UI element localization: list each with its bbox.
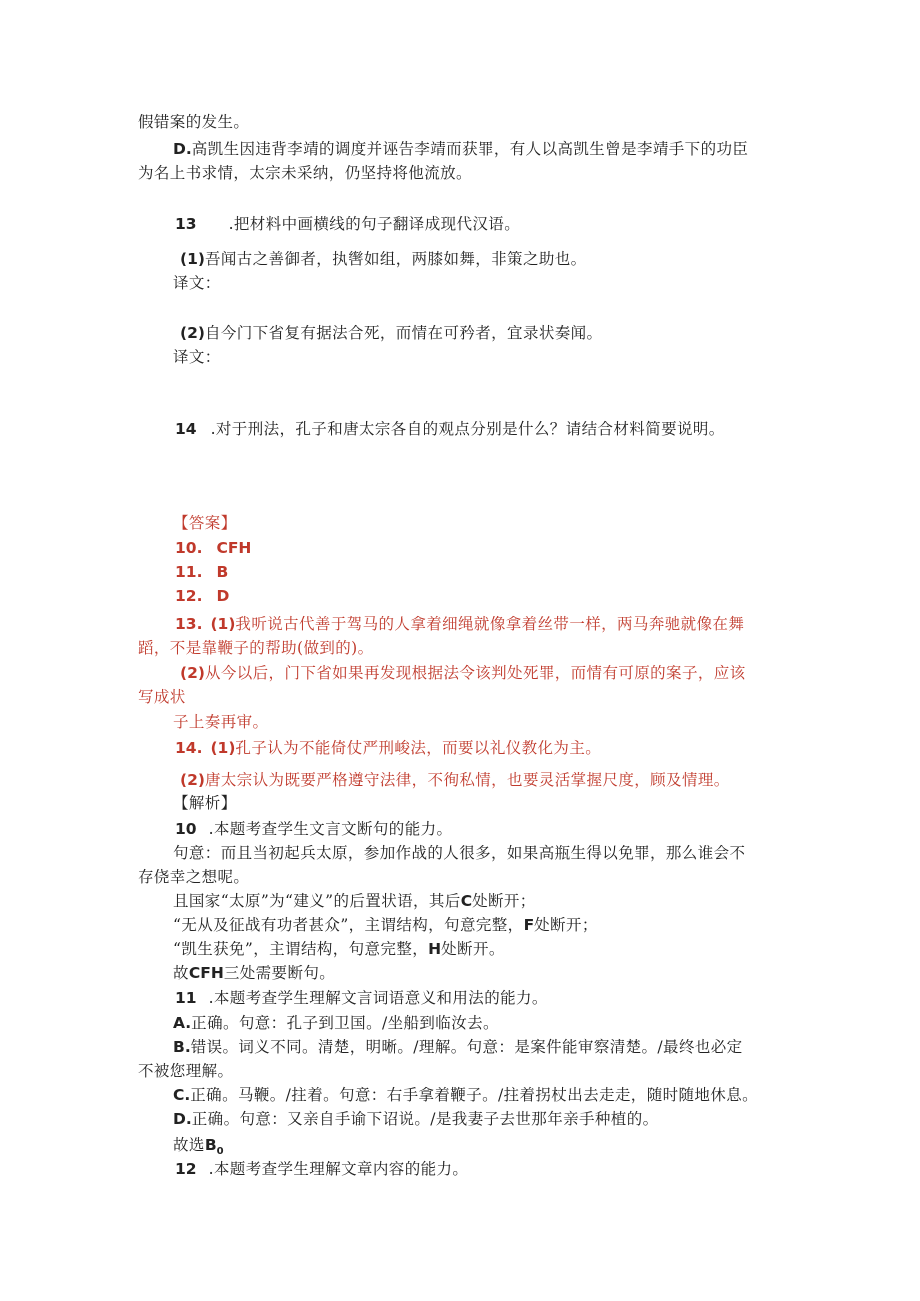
answer-text: 写成状 bbox=[138, 688, 186, 706]
analysis-text: 处断开； bbox=[472, 892, 536, 910]
answer-14-2 bbox=[180, 769, 730, 791]
option-letter: F bbox=[523, 916, 535, 934]
analysis-option-a bbox=[173, 1012, 499, 1034]
analysis-line bbox=[138, 866, 249, 888]
answer-number: 14. bbox=[175, 739, 203, 757]
classical-sentence: 自今门下省复有据法合死，而情在可矜者，宜录状奏闻。 bbox=[204, 324, 603, 342]
analysis-line bbox=[173, 938, 505, 960]
sub-label: (1) bbox=[180, 250, 205, 268]
analysis-11-heading bbox=[175, 987, 548, 1009]
answer-13-1 bbox=[175, 613, 744, 635]
answer-text: 唐太宗认为既要严格遵守法律，不徇私情，也要灵活掌握尺度，顾及情理。 bbox=[204, 771, 730, 789]
text-line bbox=[138, 162, 472, 184]
translation-label bbox=[173, 346, 221, 368]
analysis-text: 存侥幸之想呢。 bbox=[138, 868, 250, 886]
translation-label-text: 译文： bbox=[173, 348, 221, 366]
answer-13-2-cont bbox=[173, 711, 268, 733]
option-label: A. bbox=[173, 1014, 192, 1032]
sub-label: (2) bbox=[180, 771, 205, 789]
answer-text: 从今以后，门下省如果再发现根据法令该判处死罪，而情有可原的案子，应该 bbox=[204, 664, 746, 682]
analysis-text: .本题考查学生文言文断句的能力。 bbox=[208, 820, 453, 838]
analysis-text: .本题考查学生理解文言词语意义和用法的能力。 bbox=[208, 989, 548, 1007]
answer-number: 12. bbox=[175, 587, 203, 605]
analysis-text: 故选 bbox=[173, 1136, 205, 1154]
answer-value: B bbox=[216, 563, 229, 581]
answer-number: 10. bbox=[175, 539, 203, 557]
analysis-line bbox=[173, 962, 335, 984]
question-14-heading bbox=[175, 418, 725, 440]
translation-label-text: 译文： bbox=[173, 274, 221, 292]
sub-label: (1) bbox=[210, 739, 236, 757]
analysis-header-text: 【解析】 bbox=[173, 794, 237, 812]
answer-text: 孔子认为不能倚仗严刑峻法，而要以礼仪教化为主。 bbox=[235, 739, 602, 757]
analysis-10-heading bbox=[175, 818, 452, 840]
analysis-text: 错误。词义不同。清楚，明晰。/理解。句意：是案件能审察清楚。/最终也必定 bbox=[190, 1038, 743, 1056]
answer-text: 我听说古代善于驾马的人拿着细绳就像拿着丝带一样，两马奔驰就像在舞 bbox=[235, 615, 745, 633]
analysis-text: 处断开； bbox=[534, 916, 598, 934]
question-13-heading bbox=[175, 213, 520, 235]
analysis-text: 且国家“太原”为“建义”的后置状语，其后 bbox=[173, 892, 461, 910]
analysis-text: “凯生获免”，主谓结构，句意完整， bbox=[173, 940, 429, 958]
option-letters: CFH bbox=[188, 964, 224, 982]
sub-label: (2) bbox=[180, 324, 205, 342]
analysis-text: 句意：而且当初起兵太原，参加作战的人很多，如果高瓶生得以免罪，那么谁会不 bbox=[173, 844, 746, 862]
option-label: D. bbox=[173, 140, 192, 158]
answer-13-1-cont bbox=[138, 637, 374, 659]
analysis-text: 三处需要断句。 bbox=[223, 964, 336, 982]
answer-13-2 bbox=[180, 662, 746, 684]
paragraph-text: 为名上书求情，太宗未采纳，仍坚持将他流放。 bbox=[138, 164, 472, 182]
classical-sentence: 吾闻古之善御者，执辔如组，两膝如舞，非策之助也。 bbox=[204, 250, 587, 268]
question-13-2 bbox=[180, 322, 602, 344]
question-text: .把材料中画横线的句子翻译成现代汉语。 bbox=[228, 215, 521, 233]
option-letter: C bbox=[460, 892, 473, 910]
answer-14-1 bbox=[175, 737, 601, 759]
analysis-option-b bbox=[173, 1036, 743, 1058]
analysis-line bbox=[173, 914, 598, 936]
option-letter: H bbox=[428, 940, 442, 958]
sub-label: (2) bbox=[180, 664, 205, 682]
analysis-text: “无从及征战有功者甚众”，主谓结构，句意完整， bbox=[173, 916, 524, 934]
analysis-text: .本题考查学生理解文章内容的能力。 bbox=[208, 1160, 469, 1178]
analysis-line bbox=[173, 890, 536, 912]
answer-value: CFH bbox=[216, 539, 252, 557]
translation-label bbox=[173, 272, 221, 294]
option-text: 高凯生因违背李靖的调度并诬告李靖而获罪，有人以高凯生曾是李靖手下的功臣 bbox=[191, 140, 749, 158]
analysis-text: 不被您理解。 bbox=[138, 1062, 234, 1080]
option-label: D. bbox=[173, 1110, 192, 1128]
analysis-line bbox=[173, 842, 745, 864]
analysis-line bbox=[138, 1060, 233, 1082]
answer-number: 11. bbox=[175, 563, 203, 581]
analysis-text: 正确。句意：孔子到卫国。/坐船到临汝去。 bbox=[191, 1014, 499, 1032]
question-number: 14 bbox=[175, 420, 197, 438]
question-number: 10 bbox=[175, 820, 197, 838]
question-number: 12 bbox=[175, 1160, 197, 1178]
analysis-text: 故 bbox=[173, 964, 189, 982]
analysis-text: 正确。句意：又亲自手谕下诏说。/是我妻子去世那年亲手种植的。 bbox=[191, 1110, 659, 1128]
answer-header-text: 【答案】 bbox=[173, 514, 237, 532]
analysis-text: 处断开。 bbox=[441, 940, 505, 958]
answer-text: 蹈，不是靠鞭子的帮助(做到的)。 bbox=[138, 639, 374, 657]
question-number: 13 bbox=[175, 215, 197, 233]
question-13-1 bbox=[180, 248, 587, 270]
answer-12 bbox=[175, 585, 229, 607]
answer-11 bbox=[175, 561, 228, 583]
answer-value: D bbox=[216, 587, 230, 605]
analysis-12-heading bbox=[175, 1158, 468, 1180]
option-label: B. bbox=[173, 1038, 191, 1056]
text-line bbox=[138, 111, 249, 133]
option-d-line bbox=[173, 138, 748, 160]
option-letter: B bbox=[204, 1136, 217, 1154]
answer-header bbox=[173, 512, 237, 534]
analysis-header bbox=[173, 792, 237, 814]
answer-text: 子上奏再审。 bbox=[173, 713, 269, 731]
question-text: .对于刑法，孔子和唐太宗各自的观点分别是什么？请结合材料简要说明。 bbox=[210, 420, 725, 438]
sub-label: (1) bbox=[210, 615, 236, 633]
analysis-option-d bbox=[173, 1108, 659, 1130]
analysis-text: 正确。马鞭。/拄着。句意：右手拿着鞭子。/拄着拐杖出去走走，随时随地休息。 bbox=[190, 1086, 759, 1104]
paragraph-text: 假错案的发生。 bbox=[138, 113, 250, 131]
question-number: 11 bbox=[175, 989, 197, 1007]
analysis-option-c bbox=[173, 1084, 758, 1106]
subscript-mark: 0 bbox=[216, 1146, 224, 1158]
answer-number: 13. bbox=[175, 615, 203, 633]
option-label: C. bbox=[173, 1086, 191, 1104]
answer-10 bbox=[175, 537, 251, 559]
answer-13-2-cont bbox=[138, 686, 186, 708]
